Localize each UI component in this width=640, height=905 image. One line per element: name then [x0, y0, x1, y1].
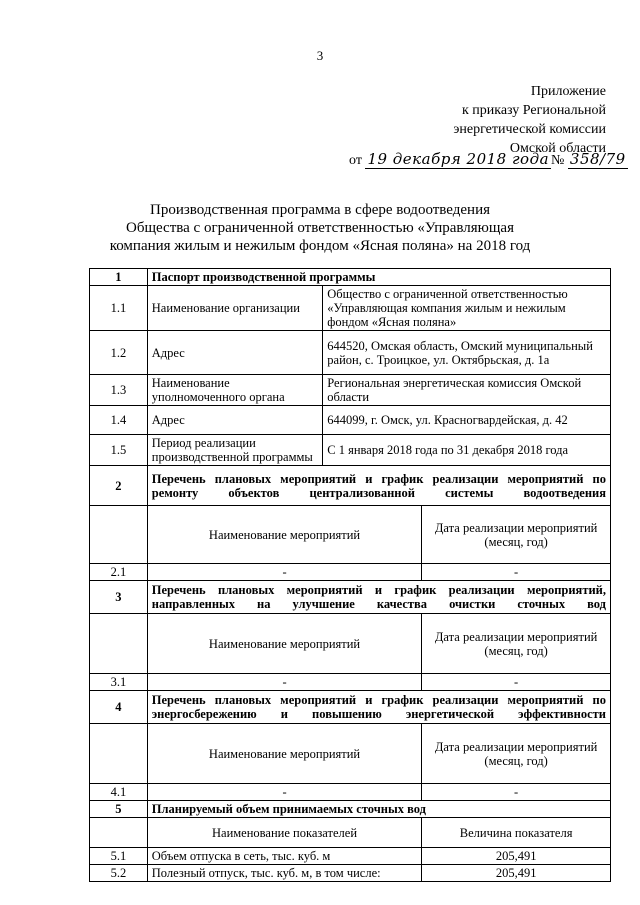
row-value: 205,491 [422, 865, 611, 882]
empty-cell [90, 506, 148, 564]
section-header-row [90, 801, 611, 818]
row-label: Период реализации производственной программы [147, 435, 322, 466]
appendix-line: Омской области [509, 141, 606, 156]
table-row [90, 784, 611, 801]
row-number: 3.1 [90, 674, 148, 691]
order-date-handwritten: 19 декабря 2018 года [367, 150, 550, 168]
empty-cell [90, 614, 148, 674]
column-header-date: Дата реализации мероприятий (месяц, год) [422, 724, 611, 784]
order-prefix: от [349, 153, 362, 168]
order-number-label: № [551, 153, 565, 168]
row-label: Полезный отпуск, тыс. куб. м, в том числе: [147, 865, 421, 882]
page-number: 3 [316, 48, 324, 63]
section-header-row [90, 269, 611, 286]
row-number: 4.1 [90, 784, 148, 801]
column-header-row [90, 506, 611, 564]
row-number: 1.5 [90, 435, 148, 466]
row-number: 1.4 [90, 406, 148, 435]
column-header-row [90, 818, 611, 848]
section-header-row [90, 581, 611, 614]
table-row [90, 564, 611, 581]
table-row [90, 286, 611, 331]
title-line: Производственная программа в сфере водоотведения [149, 202, 490, 218]
row-value: 644520, Омская область, Омский муниципальный район, с. Троицкое, ул. Октябрьская, д. 1а [323, 331, 611, 375]
appendix-line: Приложение [530, 84, 606, 99]
section-title: Перечень плановых мероприятий и график реализации мероприятий по ремонту объектов централизованной системы водоотведения [147, 466, 610, 506]
column-header-name: Наименование мероприятий [147, 614, 421, 674]
row-name: - [147, 674, 421, 691]
appendix-line: к приказу Региональной [461, 103, 606, 118]
column-header-name: Наименование мероприятий [147, 506, 421, 564]
row-date: - [422, 564, 611, 581]
row-label: Наименование организации [147, 286, 322, 331]
table-row [90, 848, 611, 865]
row-label: Адрес [147, 331, 322, 375]
row-number: 1.3 [90, 375, 148, 406]
section-title: Перечень плановых мероприятий и график реализации мероприятий по энергосбережению и повышению энергетической эффективности [147, 691, 610, 724]
row-number: 1.2 [90, 331, 148, 375]
section-number: 2 [90, 466, 148, 506]
section-title: Паспорт производственной программы [147, 269, 610, 286]
section-number: 1 [90, 269, 148, 286]
empty-cell [90, 818, 148, 848]
section-title: Планируемый объем принимаемых сточных вод [147, 801, 610, 818]
column-header-date: Дата реализации мероприятий (месяц, год) [422, 614, 611, 674]
section-number: 3 [90, 581, 148, 614]
row-date: - [422, 784, 611, 801]
column-header-name: Наименование показателей [147, 818, 421, 848]
column-header-row [90, 614, 611, 674]
table-row [90, 375, 611, 406]
title-line: Общества с ограниченной ответственностью «Управляющая [126, 220, 514, 236]
row-value: 644099, г. Омск, ул. Красногвардейская, д. 42 [323, 406, 611, 435]
table-row [90, 406, 611, 435]
column-header-value: Величина показателя [422, 818, 611, 848]
section-header-row [90, 466, 611, 506]
row-number: 2.1 [90, 564, 148, 581]
section-number: 4 [90, 691, 148, 724]
table-row [90, 331, 611, 375]
row-value: Общество с ограниченной ответственностью «Управляющая компания жилым и нежилым фондом «Ясная поляна» [323, 286, 611, 331]
table-row [90, 674, 611, 691]
row-name: - [147, 784, 421, 801]
section-header-row [90, 691, 611, 724]
section-title: Перечень плановых мероприятий и график реализации мероприятий, направленных на улучшение качества очистки сточных вод [147, 581, 610, 614]
document-title [60, 201, 580, 255]
row-number: 5.1 [90, 848, 148, 865]
row-name: - [147, 564, 421, 581]
table-row [90, 865, 611, 882]
row-label: Объем отпуска в сеть, тыс. куб. м [147, 848, 421, 865]
column-header-name: Наименование мероприятий [147, 724, 421, 784]
row-value: 205,491 [422, 848, 611, 865]
empty-cell [90, 724, 148, 784]
appendix-block [453, 82, 606, 158]
title-line: компания жилым и нежилым фондом «Ясная поляна» на 2018 год [109, 238, 531, 254]
row-number: 5.2 [90, 865, 148, 882]
row-date: - [422, 674, 611, 691]
row-number: 1.1 [90, 286, 148, 331]
order-number-handwritten: 358/79 [569, 150, 626, 168]
column-header-row [90, 724, 611, 784]
table-row [90, 435, 611, 466]
row-value: Региональная энергетическая комиссия Омской области [323, 375, 611, 406]
row-label: Наименование уполномоченного органа [147, 375, 322, 406]
row-value: С 1 января 2018 года по 31 декабря 2018 года [323, 435, 611, 466]
row-label: Адрес [147, 406, 322, 435]
appendix-line: энергетической комиссии [453, 122, 606, 137]
section-number: 5 [90, 801, 148, 818]
program-table [89, 268, 611, 882]
column-header-date: Дата реализации мероприятий (месяц, год) [422, 506, 611, 564]
order-reference [349, 150, 628, 169]
